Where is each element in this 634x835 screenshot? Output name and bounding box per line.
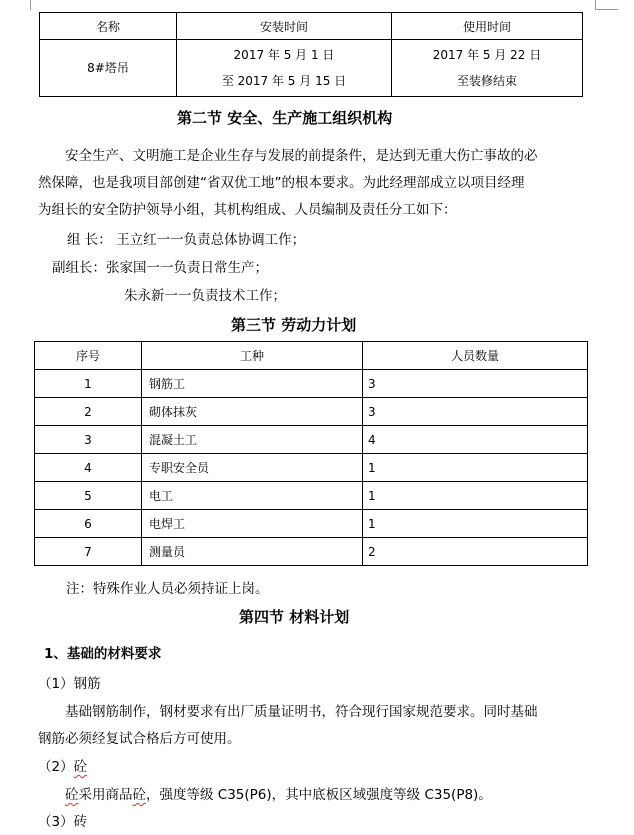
labor-plan-table <box>34 341 588 566</box>
paragraph-line: 安全生产、文明施工是企业生存与发展的前提条件，是达到无重大伤亡事故的必 <box>65 148 538 164</box>
crop-mark-horizontal <box>596 9 618 10</box>
count-cell: 2 <box>363 538 588 566</box>
row-number: 3 <box>35 426 142 454</box>
item-name: 钢筋 <box>73 676 101 692</box>
spellcheck-word: 砼 <box>65 787 79 803</box>
trade-cell: 电工 <box>142 482 363 510</box>
paragraph-line: 钢筋必须经复试合格后方可使用。 <box>38 731 241 747</box>
count-cell: 1 <box>363 482 588 510</box>
install-time-line: 2017 年 5 月 1 日 <box>233 48 335 62</box>
leader-line: 组 长： 王立红一一负责总体协调工作； <box>67 232 306 248</box>
table-row <box>35 482 588 510</box>
item-number: （1） <box>38 676 74 692</box>
trade-cell: 混凝土工 <box>142 426 363 454</box>
equipment-name-cell: 8#塔吊 <box>40 40 177 97</box>
use-time-cell <box>392 40 583 97</box>
row-number: 6 <box>35 510 142 538</box>
row-number: 2 <box>35 398 142 426</box>
paragraph-line: 然保障，也是我项目部创建“省双优工地”的根本要求。为此经理部成立以项目经理 <box>38 175 525 191</box>
trade-cell: 测量员 <box>142 538 363 566</box>
header-cell: 使用时间 <box>392 13 583 40</box>
table-row <box>35 454 588 482</box>
section-3-title: 第三节 劳动力计划 <box>231 316 357 334</box>
text-run: ，强度等级 C35(P6)，其中底板区域强度等级 C35(P8)。 <box>146 787 492 803</box>
trade-cell: 钢筋工 <box>142 370 363 398</box>
crop-mark-left <box>30 0 31 10</box>
count-cell: 1 <box>363 510 588 538</box>
table-row <box>35 398 588 426</box>
item-name: 砖 <box>73 814 88 830</box>
paragraph-line: 为组长的安全防护领导小组，其机构组成、人员编制及责任分工如下： <box>38 202 457 218</box>
count-cell: 4 <box>363 426 588 454</box>
item-name: 砼 <box>73 759 88 775</box>
install-time-line: 至 2017 年 5 月 15 日 <box>221 74 347 88</box>
use-time-line: 至装修结束 <box>456 74 517 88</box>
table-header-row <box>40 13 583 40</box>
table-row <box>35 538 588 566</box>
paragraph-line: 基础钢筋制作，钢材要求有出厂质量证明书，符合现行国家规范要求。同时基础 <box>65 704 538 720</box>
header-cell: 序号 <box>35 342 142 370</box>
paragraph-line <box>65 783 492 803</box>
item-heading <box>38 810 87 830</box>
trade-cell: 砌体抹灰 <box>142 398 363 426</box>
row-number: 5 <box>35 482 142 510</box>
trade-cell: 专职安全员 <box>142 454 363 482</box>
item-number: （3） <box>38 814 74 830</box>
row-number: 1 <box>35 370 142 398</box>
deputy-line: 朱永新一一负责技术工作； <box>124 288 286 304</box>
header-cell: 安装时间 <box>177 13 392 40</box>
deputy-line: 副组长：张家国一一负责日常生产； <box>52 260 268 276</box>
table-row <box>40 40 583 97</box>
item-heading <box>38 755 87 775</box>
section-4-title: 第四节 材料计划 <box>239 608 350 626</box>
use-time-line: 2017 年 5 月 22 日 <box>432 48 542 62</box>
note-line: 注：特殊作业人员必须持证上岗。 <box>66 581 269 597</box>
spellcheck-word: 砼 <box>132 787 146 803</box>
table-header-row <box>35 342 588 370</box>
header-cell: 名称 <box>40 13 177 40</box>
subsection-heading: 1、基础的材料要求 <box>44 646 162 662</box>
item-number: （2） <box>38 759 74 775</box>
table-row <box>35 510 588 538</box>
header-cell: 工种 <box>142 342 363 370</box>
section-2-title: 第二节 安全、生产施工组织机构 <box>177 109 393 127</box>
tower-crane-table <box>39 12 583 97</box>
header-cell: 人员数量 <box>363 342 588 370</box>
count-cell: 1 <box>363 454 588 482</box>
text-run: 采用商品 <box>78 787 133 803</box>
count-cell: 3 <box>363 370 588 398</box>
table-row <box>35 370 588 398</box>
trade-cell: 电焊工 <box>142 510 363 538</box>
row-number: 7 <box>35 538 142 566</box>
count-cell: 3 <box>363 398 588 426</box>
install-time-cell <box>177 40 392 97</box>
item-heading <box>38 672 101 692</box>
table-row <box>35 426 588 454</box>
row-number: 4 <box>35 454 142 482</box>
